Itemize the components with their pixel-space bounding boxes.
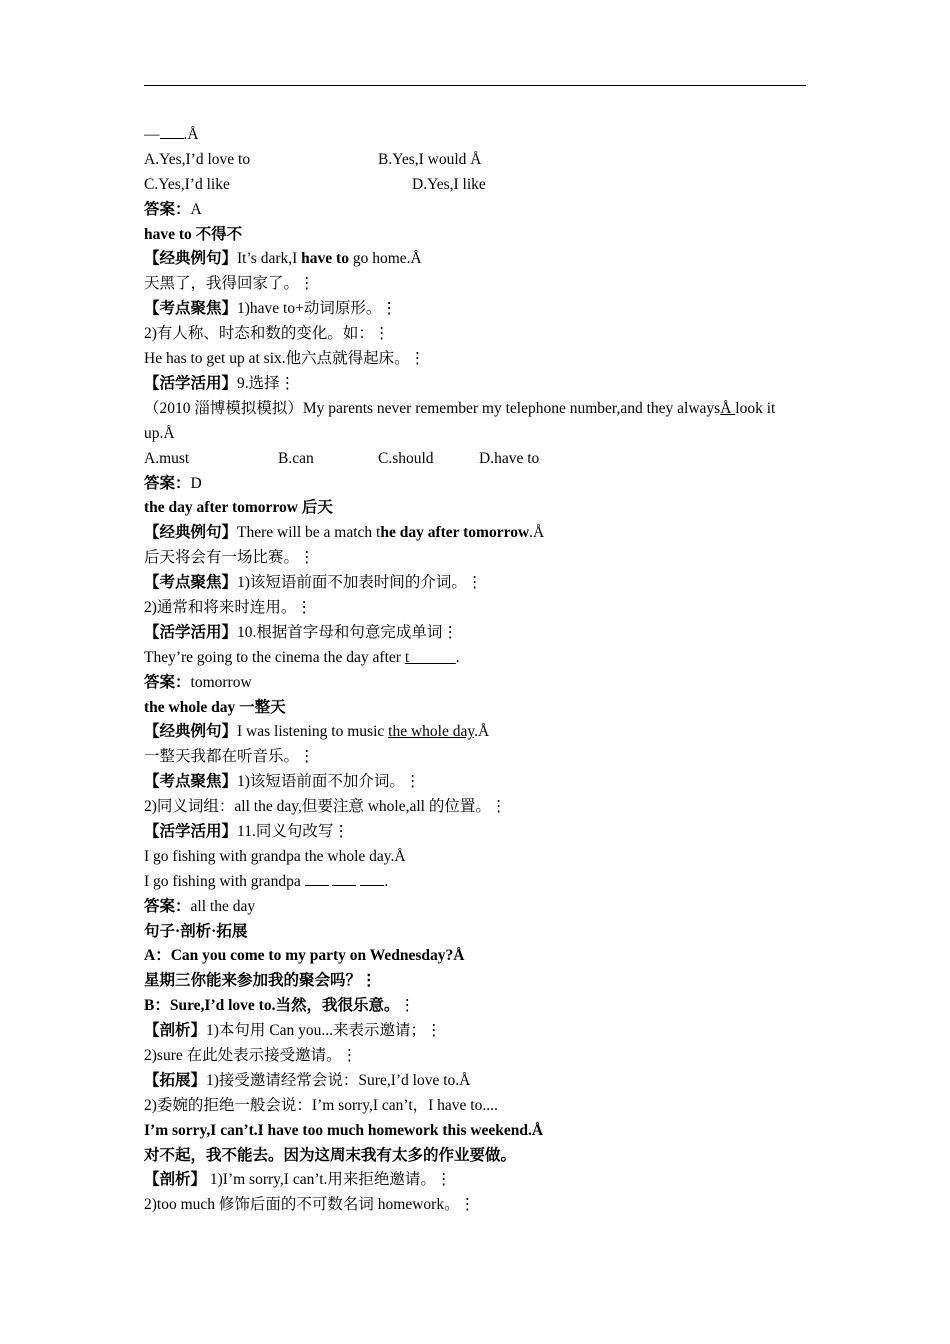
whole-day-translation: 一整天我都在听音乐。⋮ — [144, 748, 315, 766]
q8-option-d: D.Yes,I like — [412, 175, 486, 193]
have-to-heading: have to 不得不 — [144, 225, 243, 243]
blank-1 — [305, 871, 329, 886]
analysis2-2: 2)too much 修饰后面的不可数名词 homework。⋮ — [144, 1196, 476, 1214]
blank-3 — [360, 871, 384, 886]
day-after-example: 【经典例句】There will be a match the day after tomorrow.Å — [144, 524, 545, 542]
sorry-translation: 对不起，我不能去。因为这周末我有太多的作业要做。 — [144, 1146, 517, 1164]
extend-2: 2)委婉的拒绝一般会说：I’m sorry,I can’t，I have to.... — [144, 1096, 498, 1114]
have-to-option-b: B.can — [278, 449, 314, 467]
whole-day-sentence-2: I go fishing with grandpa . — [144, 872, 389, 890]
have-to-translation: 天黑了，我得回家了。⋮ — [144, 275, 315, 293]
whole-day-heading: the whole day 一整天 — [144, 698, 286, 716]
q8-options-row1 — [144, 148, 808, 173]
sentences-heading: 句子·剖析·拓展 — [144, 922, 248, 940]
analysis2-1: 【剖析】 1)I’m sorry,I can’t.用来拒绝邀请。⋮ — [144, 1171, 452, 1189]
q8-option-b: B.Yes,I would Å — [378, 150, 482, 168]
have-to-options — [144, 447, 808, 472]
q8-blank — [160, 124, 184, 139]
analysis-2: 2)sure 在此处表示接受邀请。⋮ — [144, 1046, 358, 1064]
q8-option-c: C.Yes,I’d like — [144, 175, 230, 193]
day-after-heading: the day after tomorrow 后天 — [144, 499, 333, 517]
header-rule — [144, 85, 806, 86]
have-to-answer: 答案：D — [144, 474, 202, 492]
q8-option-a: A.Yes,I’d love to — [144, 150, 251, 168]
whole-day-practice: 【活学活用】11.同义句改写⋮ — [144, 822, 349, 840]
day-after-practice: 【活学活用】10.根据首字母和句意完成单词⋮ — [144, 623, 458, 641]
whole-day-example: 【经典例句】I was listening to music the whole day.Å — [144, 723, 490, 741]
q8-answer: 答案：A — [144, 200, 202, 218]
whole-day-sentence-1: I go fishing with grandpa the whole day.Å — [144, 847, 406, 865]
q8-prompt: — .Å — [144, 126, 199, 143]
document-body — [144, 123, 808, 1218]
day-after-translation: 后天将会有一场比赛。⋮ — [144, 549, 315, 567]
analysis-1: 【剖析】1)本句用 Can you...来表示邀请；⋮ — [144, 1022, 442, 1040]
extend-1: 【拓展】1)接受邀请经常会说：Sure,I’d love to.Å — [144, 1071, 471, 1089]
have-to-question: （2010 淄博模拟模拟）My parents never remember my telephone number,and they alwaysÅ look it up.Å — [144, 399, 776, 442]
have-to-focus-2: 2)有人称、时态和数的变化。如：⋮ — [144, 325, 390, 343]
whole-day-focus-2: 2)同义词组：all the day,但要注意 whole,all 的位置。⋮ — [144, 798, 507, 816]
blank-2 — [332, 871, 356, 886]
sorry-sentence: I’m sorry,I can’t.I have too much homework this weekend.Å — [144, 1121, 544, 1139]
have-to-option-d: D.have to — [479, 449, 540, 467]
sentence-a: A：Can you come to my party on Wednesday?Å — [144, 947, 465, 965]
sentence-b: B：Sure,I’d love to.当然，我很乐意。⋮ — [144, 997, 415, 1015]
have-to-practice: 【活学活用】9.选择⋮ — [144, 374, 296, 392]
have-to-option-c: C.should — [378, 449, 434, 467]
have-to-example: 【经典例句】It’s dark,I have to go home.Å — [144, 250, 422, 268]
day-after-answer: 答案：tomorrow — [144, 673, 252, 691]
q8-options-row2 — [144, 173, 808, 198]
sentence-a-translation: 星期三你能来参加我的聚会吗？⋮ — [144, 972, 377, 990]
whole-day-answer: 答案：all the day — [144, 897, 256, 915]
day-after-question: They’re going to the cinema the day after t______. — [144, 648, 460, 666]
day-after-focus-2: 2)通常和将来时连用。⋮ — [144, 598, 312, 616]
whole-day-focus-1: 【考点聚焦】1)该短语前面不加介词。⋮ — [144, 773, 421, 791]
have-to-focus-1: 【考点聚焦】1)have to+动词原形。⋮ — [144, 300, 397, 318]
day-after-focus-1: 【考点聚焦】1)该短语前面不加表时间的介词。⋮ — [144, 574, 483, 592]
have-to-option-a: A.must — [144, 449, 190, 467]
have-to-focus-3: He has to get up at six.他六点就得起床。⋮ — [144, 350, 426, 368]
